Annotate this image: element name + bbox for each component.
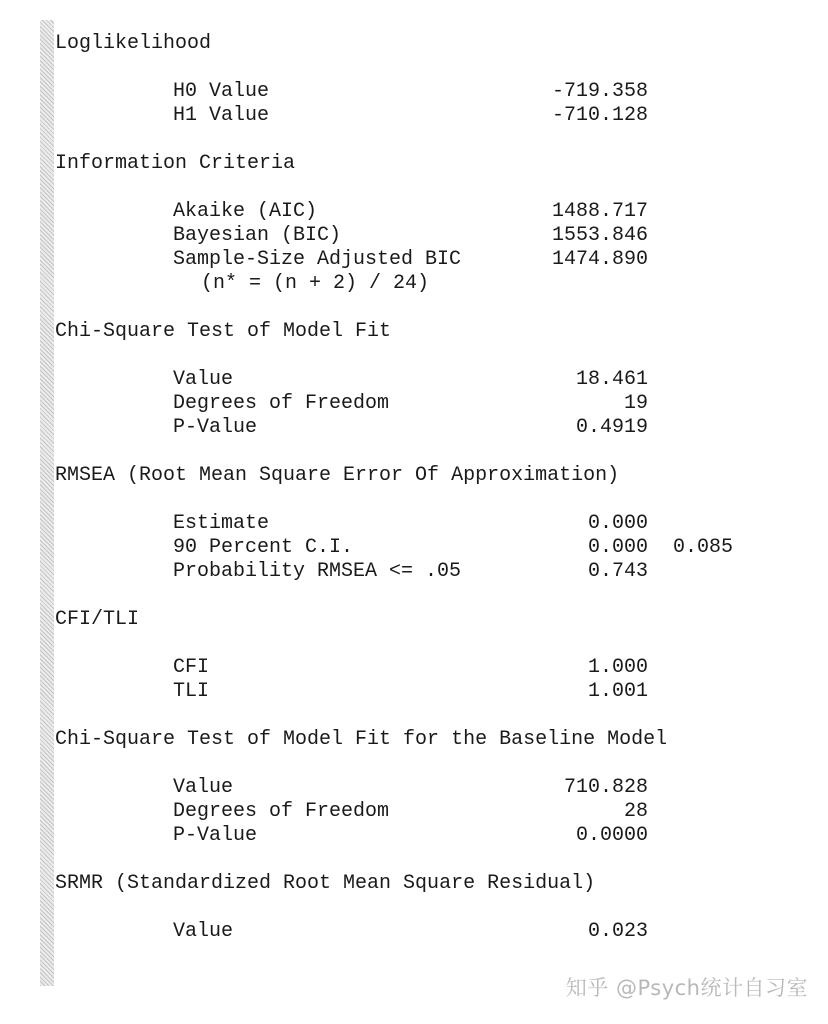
stat-row xyxy=(55,776,815,800)
section-cfi-tli xyxy=(55,608,815,728)
stat-value: 0.4919 xyxy=(575,416,648,439)
stat-row xyxy=(55,392,815,416)
stat-value: 0.0000 xyxy=(575,824,648,847)
stat-value: 1474.890 xyxy=(551,248,648,271)
watermark: 知乎 @Psych统计自习室 xyxy=(565,976,808,1000)
stat-label: Bayesian (BIC) xyxy=(173,224,342,247)
stat-note: (n* = (n + 2) / 24) xyxy=(201,272,430,295)
stat-value: 0.000 xyxy=(587,512,648,535)
section-heading: RMSEA (Root Mean Square Error Of Approximation) xyxy=(55,464,620,487)
stat-value: 0.023 xyxy=(587,920,648,943)
stat-row xyxy=(55,536,815,560)
stat-value: 1.001 xyxy=(587,680,648,703)
stat-label: TLI xyxy=(173,680,210,703)
section-heading: SRMR (Standardized Root Mean Square Residual) xyxy=(55,872,596,895)
section-heading: Information Criteria xyxy=(55,152,296,175)
section-baseline-model xyxy=(55,728,815,872)
stat-row xyxy=(55,416,815,440)
stat-row xyxy=(55,368,815,392)
stat-row xyxy=(55,800,815,824)
stat-row xyxy=(55,224,815,248)
stat-row xyxy=(55,920,815,944)
stat-value: 28 xyxy=(623,800,648,823)
stat-value: -719.358 xyxy=(551,80,648,103)
stat-row xyxy=(55,680,815,704)
stat-row xyxy=(55,80,815,104)
stat-label: Degrees of Freedom xyxy=(173,392,390,415)
stat-value: 0.000 xyxy=(587,536,648,559)
stat-value: 1488.717 xyxy=(551,200,648,223)
stat-label: CFI xyxy=(173,656,210,679)
stat-note-row xyxy=(55,272,815,296)
stat-label: H1 Value xyxy=(173,104,270,127)
stat-row xyxy=(55,824,815,848)
section-loglikelihood xyxy=(55,32,815,152)
stat-value: 710.828 xyxy=(563,776,648,799)
section-srmr xyxy=(55,872,815,944)
stat-label: Value xyxy=(173,920,234,943)
stat-label: Value xyxy=(173,368,234,391)
stat-row xyxy=(55,512,815,536)
section-heading: Chi-Square Test of Model Fit xyxy=(55,320,392,343)
stat-label: Estimate xyxy=(173,512,270,535)
stat-row xyxy=(55,656,815,680)
stat-row xyxy=(55,560,815,584)
stat-label: H0 Value xyxy=(173,80,270,103)
stat-value: 18.461 xyxy=(575,368,648,391)
stat-label: P-Value xyxy=(173,416,258,439)
section-chi-square xyxy=(55,320,815,464)
stat-row xyxy=(55,104,815,128)
stat-label: Value xyxy=(173,776,234,799)
stat-label: 90 Percent C.I. xyxy=(173,536,354,559)
stat-label: P-Value xyxy=(173,824,258,847)
margin-stripe xyxy=(40,20,54,986)
model-fit-output xyxy=(55,32,815,944)
stat-value: 0.743 xyxy=(587,560,648,583)
stat-value: 1.000 xyxy=(587,656,648,679)
section-information-criteria xyxy=(55,152,815,320)
section-heading: Chi-Square Test of Model Fit for the Baseline Model xyxy=(55,728,668,751)
section-rmsea xyxy=(55,464,815,608)
stat-value: 1553.846 xyxy=(551,224,648,247)
stat-label: Degrees of Freedom xyxy=(173,800,390,823)
stat-value: 19 xyxy=(623,392,648,415)
section-heading: Loglikelihood xyxy=(55,32,212,55)
stat-row xyxy=(55,200,815,224)
stat-label: Probability RMSEA <= .05 xyxy=(173,560,462,583)
stat-row xyxy=(55,248,815,272)
stat-label: Akaike (AIC) xyxy=(173,200,318,223)
stat-value: -710.128 xyxy=(551,104,648,127)
stat-label: Sample-Size Adjusted BIC xyxy=(173,248,462,271)
section-heading: CFI/TLI xyxy=(55,608,140,631)
stat-value-upper: 0.085 xyxy=(673,536,734,559)
